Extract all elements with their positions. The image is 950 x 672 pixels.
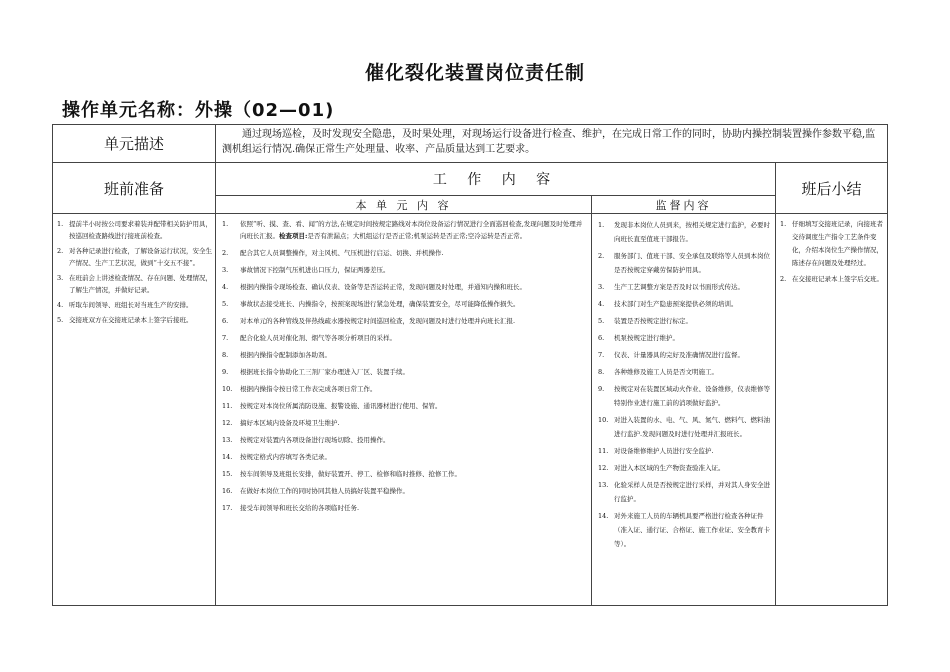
unit-desc-label: 单元描述 bbox=[53, 125, 216, 163]
supervision-list bbox=[598, 218, 772, 551]
item-text: 机泵按规定进行维护。 bbox=[614, 334, 679, 342]
item-number: 1. bbox=[598, 221, 605, 229]
post-shift-list bbox=[780, 218, 884, 286]
item-text: 仔细填写交接班记录，向接班者交待调度生产指令工艺条件变化，介绍本岗位生产操作情况，陈述存在问题及处理经过。 bbox=[792, 220, 883, 267]
item-number: 7. bbox=[222, 334, 229, 342]
item-text: 化验采样人员是否按规定进行采样，并对其人身安全进行监护。 bbox=[614, 481, 770, 503]
list-item bbox=[222, 315, 588, 327]
list-item bbox=[598, 280, 772, 294]
list-item bbox=[598, 314, 772, 328]
work-content-label: 工 作 内 容 bbox=[216, 163, 776, 196]
list-item bbox=[598, 413, 772, 441]
item-number: 13. bbox=[222, 436, 233, 444]
item-number: 4. bbox=[222, 283, 229, 291]
pre-shift-list bbox=[57, 218, 212, 326]
item-number: 10. bbox=[222, 385, 233, 393]
item-number: 4. bbox=[598, 300, 605, 308]
list-item bbox=[222, 366, 588, 378]
item-text: 在交接班记录本上签字后交班。 bbox=[792, 275, 883, 283]
list-item bbox=[598, 509, 772, 551]
item-text: 根据内操指令配制添加各助剂。 bbox=[240, 351, 331, 359]
item-number: 3. bbox=[222, 266, 229, 274]
item-text: 按规定对本岗位所属消防设施、报警设施、通讯器材进行使用、保管。 bbox=[240, 402, 442, 410]
list-item bbox=[598, 382, 772, 410]
item-number: 6. bbox=[598, 334, 605, 342]
list-item bbox=[222, 298, 588, 310]
item-text: 事故情况下控制气压机进出口压力，保证两器差压。 bbox=[240, 266, 390, 274]
list-item bbox=[598, 444, 772, 458]
list-item bbox=[222, 502, 588, 514]
item-text: 对各种记录进行检查，了解设备运行状况，安全生产情况、生产工艺状况，做到“十交五不接”。 bbox=[69, 247, 212, 267]
list-item bbox=[222, 417, 588, 429]
item-number: 6. bbox=[222, 317, 229, 325]
unit-desc-text: 通过现场巡检，及时发现安全隐患，及时果处理，对现场运行设备进行检查、维护，在完成日常工作的同时，协助内操控制装置操作参数平稳,监测机组运行情况.确保正常生产处理量、收率、产品质量达到工艺要求。 bbox=[216, 125, 888, 163]
item-number: 2. bbox=[57, 247, 64, 255]
list-item bbox=[222, 400, 588, 412]
unit-content-list bbox=[222, 218, 588, 514]
item-number: 8. bbox=[598, 368, 605, 376]
item-number: 3. bbox=[598, 283, 605, 291]
item-number: 10. bbox=[598, 416, 609, 424]
item-text: 仪表、计量器具的完好及准确情况进行监督。 bbox=[614, 351, 744, 359]
list-item bbox=[598, 218, 772, 246]
unit-content-cell bbox=[216, 214, 592, 606]
list-item bbox=[222, 218, 588, 242]
item-text: 各种维修及施工人员是否文明施工。 bbox=[614, 368, 718, 376]
list-item bbox=[222, 247, 588, 259]
list-item bbox=[598, 461, 772, 475]
item-text: 配合其它人员调整操作，对主风机、气压机进行启运、切换、并机操作. bbox=[240, 249, 444, 257]
supervision-label: 监督内容 bbox=[592, 196, 776, 214]
item-text: 听取车间领导、班组长对当班生产的安排。 bbox=[69, 301, 193, 309]
item-number: 15. bbox=[222, 470, 233, 478]
item-text: 对设备维修维护人员进行安全监护. bbox=[614, 447, 714, 455]
item-text: 对进入本区域的生产物资查验准入证。 bbox=[614, 464, 725, 472]
item-text: 根据内操指令现场检查、确认仪表、设备等是否运转正常，发现问题及时处理，并通知内操和班长。 bbox=[240, 283, 526, 291]
item-text: 技术部门对生产隐患预案提供必须的培训。 bbox=[614, 300, 738, 308]
item-text: 按规定格式内容填写各类记录。 bbox=[240, 453, 331, 461]
unit-content-label: 本 单 元 内 容 bbox=[216, 196, 592, 214]
item-number: 14. bbox=[598, 512, 609, 520]
item-number: 14. bbox=[222, 453, 233, 461]
item-text: 对本单元的各种管线及伴热线疏水器按规定时间巡回检查，发现问题及时进行处理并向班长汇报. bbox=[240, 317, 516, 325]
list-item bbox=[222, 349, 588, 361]
post-shift-cell bbox=[776, 214, 888, 606]
item-number: 9. bbox=[222, 368, 229, 376]
list-item bbox=[598, 331, 772, 345]
item-text: 在班前会上讲述检查情况、存在问题、处理情况，了解生产情况，并做好记录。 bbox=[69, 274, 212, 294]
item-text: 配合化验人员对催化剂、烟气等各项分析项目的采样。 bbox=[240, 334, 396, 342]
item-number: 16. bbox=[222, 487, 233, 495]
item-text: 提前半小时按公司要求着装并配带相关防护用具，按巡回检查路线进行接班前检查。 bbox=[69, 220, 212, 240]
list-item bbox=[222, 485, 588, 497]
list-item bbox=[57, 245, 212, 269]
item-text: 依照“听、摸、查、看、闻”的方法,在规定时间按规定路线对本岗位设备运行情况进行全面巡回检查,发现问题及时处理并向班长汇报。检查项目:是否有泄漏点；大机组运行是否正常;机泵运转是否正常;空冷运转是否正常。 bbox=[240, 220, 583, 240]
list-item bbox=[222, 264, 588, 276]
list-item bbox=[222, 383, 588, 395]
list-item bbox=[598, 348, 772, 362]
list-item bbox=[598, 249, 772, 277]
item-number: 3. bbox=[57, 274, 64, 282]
list-item bbox=[222, 332, 588, 344]
post-shift-label: 班后小结 bbox=[776, 163, 888, 214]
list-item bbox=[222, 468, 588, 480]
pre-shift-cell bbox=[53, 214, 216, 606]
item-text: 事故状态接受班长、内操指令，按预案现场进行紧急处理，确保装置安全，尽可能降低操作损失。 bbox=[240, 300, 520, 308]
list-item bbox=[57, 218, 212, 242]
list-item bbox=[222, 434, 588, 446]
item-number: 11. bbox=[222, 402, 233, 410]
item-text: 对进入装置的水、电、气、风、氮气、燃料气、燃料油进行监护.发现问题及时进行处理并汇报班长。 bbox=[614, 416, 770, 438]
list-item bbox=[598, 297, 772, 311]
list-item bbox=[57, 272, 212, 296]
pre-shift-label: 班前准备 bbox=[53, 163, 216, 214]
document-title: 催化裂化装置岗位责任制 bbox=[364, 62, 585, 84]
list-item bbox=[222, 451, 588, 463]
responsibility-table bbox=[52, 124, 888, 606]
item-text: 按车间领导及班组长安排，做好装置开、停工、检修和临时推修、抢修工作。 bbox=[240, 470, 461, 478]
item-number: 7. bbox=[598, 351, 605, 359]
item-text: 发现非本岗位人员到来，按相关规定进行监护，必要时向班长直至值班干部报告。 bbox=[614, 221, 770, 243]
item-number: 2. bbox=[780, 275, 787, 283]
item-text: 生产工艺调整方案是否及时以书面形式传达。 bbox=[614, 283, 744, 291]
list-item bbox=[57, 299, 212, 311]
item-number: 5. bbox=[598, 317, 605, 325]
item-text: 服务部门、值班干部、安全承包及联络等人员到本岗位是否按规定穿戴劳保防护用具。 bbox=[614, 252, 770, 274]
item-number: 11. bbox=[598, 447, 609, 455]
item-text: 按规定对在装置区域动火作业、设备维修，仪表维修等特别作业进行施工前的消项做好监护。 bbox=[614, 385, 770, 407]
item-number: 5. bbox=[222, 300, 229, 308]
item-number: 1. bbox=[57, 220, 64, 228]
list-item bbox=[780, 218, 884, 270]
item-number: 13. bbox=[598, 481, 609, 489]
item-text: 搞好本区域内设备及环境卫生维护. bbox=[240, 419, 340, 427]
item-text: 接受车间领导和班长交给的各项临时任务. bbox=[240, 504, 360, 512]
unit-name-heading: 操作单元名称：外操（02—01) bbox=[62, 100, 335, 121]
item-number: 9. bbox=[598, 385, 605, 393]
item-number: 1. bbox=[780, 220, 787, 228]
item-number: 4. bbox=[57, 301, 64, 309]
list-item bbox=[780, 273, 884, 286]
item-number: 2. bbox=[598, 252, 605, 260]
item-emphasis: 检查项目: bbox=[279, 232, 308, 240]
item-text: 交接班双方在交接班记录本上签字后接班。 bbox=[69, 316, 193, 324]
item-number: 17. bbox=[222, 504, 233, 512]
item-number: 12. bbox=[598, 464, 609, 472]
item-text: 装置是否按规定进行标定。 bbox=[614, 317, 692, 325]
item-number: 5. bbox=[57, 316, 64, 324]
item-number: 12. bbox=[222, 419, 233, 427]
list-item bbox=[598, 478, 772, 506]
supervision-cell bbox=[592, 214, 776, 606]
item-text: 对外来施工人员的车辆机具要严格进行检查各种证件（准入证、通行证、合格证、施工作业证、安全教育卡等）。 bbox=[614, 512, 770, 548]
item-text: 根据班长指令协助化工三剂厂家办理进入厂区、装置手续。 bbox=[240, 368, 409, 376]
item-number: 2. bbox=[222, 249, 229, 257]
item-text: 按规定对装置内各项设备进行现场切除、投用操作。 bbox=[240, 436, 390, 444]
item-text: 根据内操指令按日常工作表完成各项日常工作。 bbox=[240, 385, 377, 393]
item-text: 在做好本岗位工作的同时协同其他人员搞好装置平稳操作。 bbox=[240, 487, 409, 495]
list-item bbox=[222, 281, 588, 293]
item-number: 8. bbox=[222, 351, 229, 359]
item-number: 1. bbox=[222, 220, 229, 228]
list-item bbox=[57, 314, 212, 326]
list-item bbox=[598, 365, 772, 379]
